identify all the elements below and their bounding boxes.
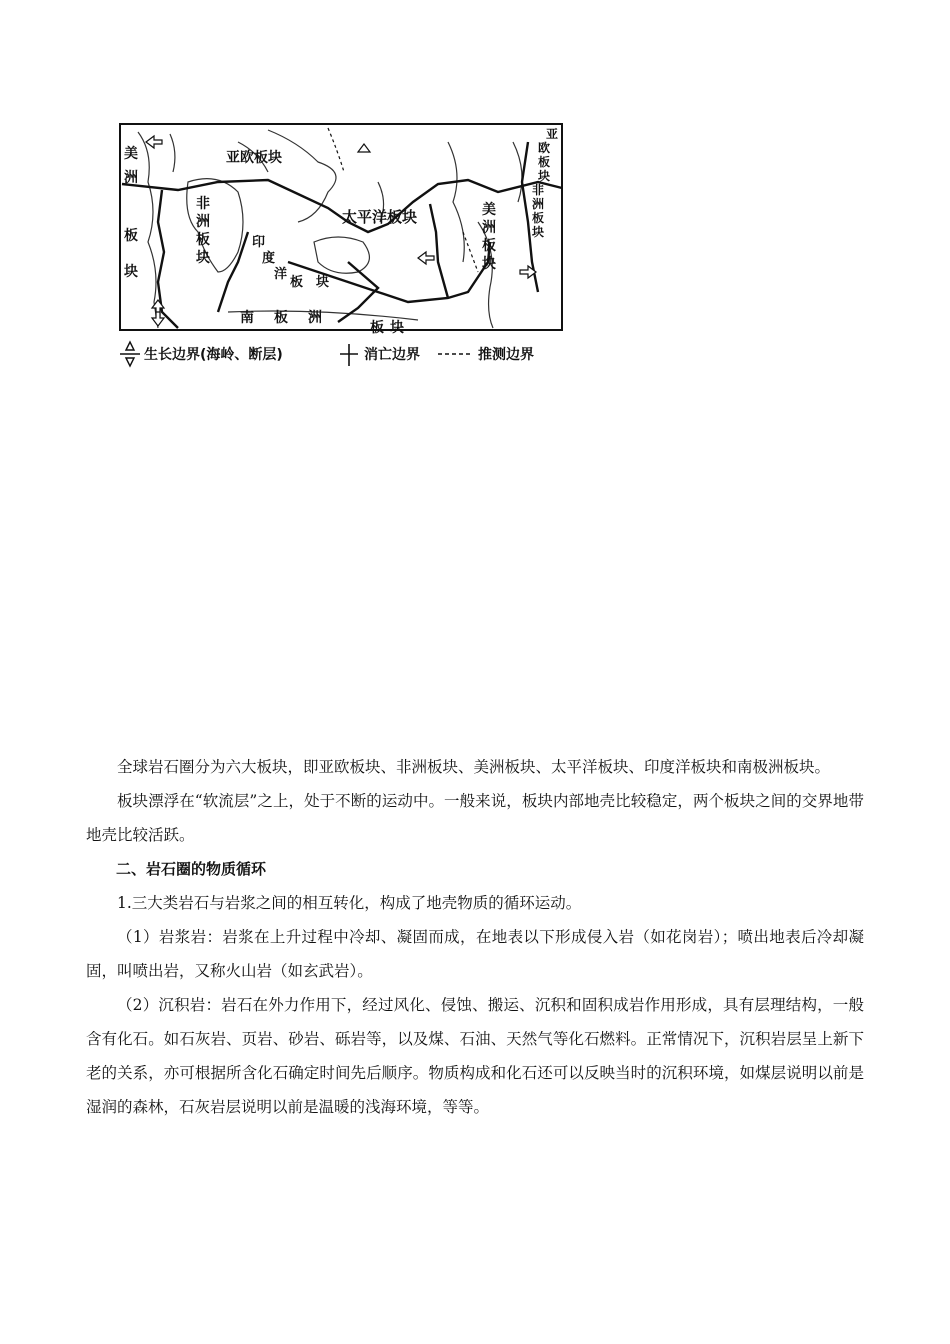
- label-africa-right-3: 板: [532, 211, 545, 225]
- legend: [120, 342, 534, 366]
- label-america-left-2: 洲: [124, 170, 138, 186]
- label-pacific: 太平洋板块: [342, 208, 418, 226]
- label-africa-right-1: 非: [532, 183, 545, 197]
- paragraph-rock-cycle: 1.三大类岩石与岩浆之间的相互转化，构成了地壳物质的循环运动。: [117, 894, 582, 912]
- label-eurasia-right-4: 块: [538, 169, 551, 183]
- label-antarctic-2: 板: [274, 310, 288, 326]
- label-india-3: 洋: [274, 267, 288, 282]
- label-antarctic-4: 板: [370, 320, 384, 336]
- label-africa-right-2: 洲: [532, 197, 545, 211]
- label-eurasia-right-2: 欧: [538, 141, 551, 155]
- subduction-boundary-symbol: [340, 344, 358, 366]
- plate-map-figure: [118, 122, 564, 370]
- label-america-right-2: 洲: [482, 220, 496, 236]
- label-eurasia-right-3: 板: [538, 155, 551, 169]
- paragraph-plates: 全球岩石圈分为六大板块，即亚欧板块、非洲板块、美洲板块、太平洋板块、印度洋板块和南极洲板块。: [117, 758, 831, 776]
- legend-inferred: 推测边界: [478, 347, 534, 363]
- body-text: [86, 750, 864, 1124]
- label-india-4: 板: [290, 275, 304, 290]
- label-africa-1: 非: [196, 196, 210, 212]
- label-india-2: 度: [262, 251, 276, 266]
- label-america-right-1: 美: [482, 202, 496, 218]
- label-africa-4: 块: [196, 250, 210, 266]
- legend-growth: 生长边界(海岭、断层): [144, 347, 283, 363]
- label-america-left-4: 块: [124, 264, 138, 280]
- paragraph-asthenosphere: 板块漂浮在“软流层”之上，处于不断的运动中。一般来说，板块内部地壳比较稳定，两个板块之间的交界地带地壳比较活跃。: [86, 792, 864, 844]
- label-india-5: 块: [316, 275, 330, 290]
- label-africa-right-4: 块: [532, 225, 545, 239]
- paragraph-sedimentary: （2）沉积岩：岩石在外力作用下，经过风化、侵蚀、搬运、沉积和固积成岩作用形成，具有层理结构，一般含有化石。如石灰岩、页岩、砂岩、砾岩等，以及煤、石油、天然气等化石燃料。正常情况下，沉积岩层呈上新下老的关系，亦可根据所含化石确定时间先后顺序。物质构成和化石还可以反映当时的沉积环境，如煤层说明以前是湿润的森林，石灰岩层说明以前是温暖的浅海环境，等等。: [86, 996, 864, 1116]
- label-antarctic-3: 洲: [308, 310, 322, 326]
- label-america-right-3: 板: [482, 238, 496, 254]
- label-america-right-4: 块: [482, 256, 496, 272]
- section-heading: 二、岩石圈的物质循环: [116, 860, 267, 878]
- label-antarctic-5: 块: [390, 320, 404, 336]
- legend-subduction: 消亡边界: [364, 347, 420, 363]
- growth-boundary-symbol: [120, 342, 140, 366]
- label-antarctic-1: 南: [240, 310, 254, 326]
- label-eurasia: 亚欧板块: [226, 150, 282, 166]
- paragraph-igneous: （1）岩浆岩：岩浆在上升过程中冷却、凝固而成，在地表以下形成侵入岩（如花岗岩）；喷出地表后冷却凝固，叫喷出岩，又称火山岩（如玄武岩）。: [86, 928, 864, 980]
- label-india-1: 印: [252, 235, 266, 250]
- label-america-left-1: 美: [124, 146, 138, 162]
- label-africa-3: 板: [196, 232, 210, 248]
- label-america-left-3: 板: [124, 228, 138, 244]
- label-africa-2: 洲: [196, 214, 210, 230]
- label-eurasia-right-1: 亚: [546, 127, 559, 141]
- plate-map: [118, 122, 564, 370]
